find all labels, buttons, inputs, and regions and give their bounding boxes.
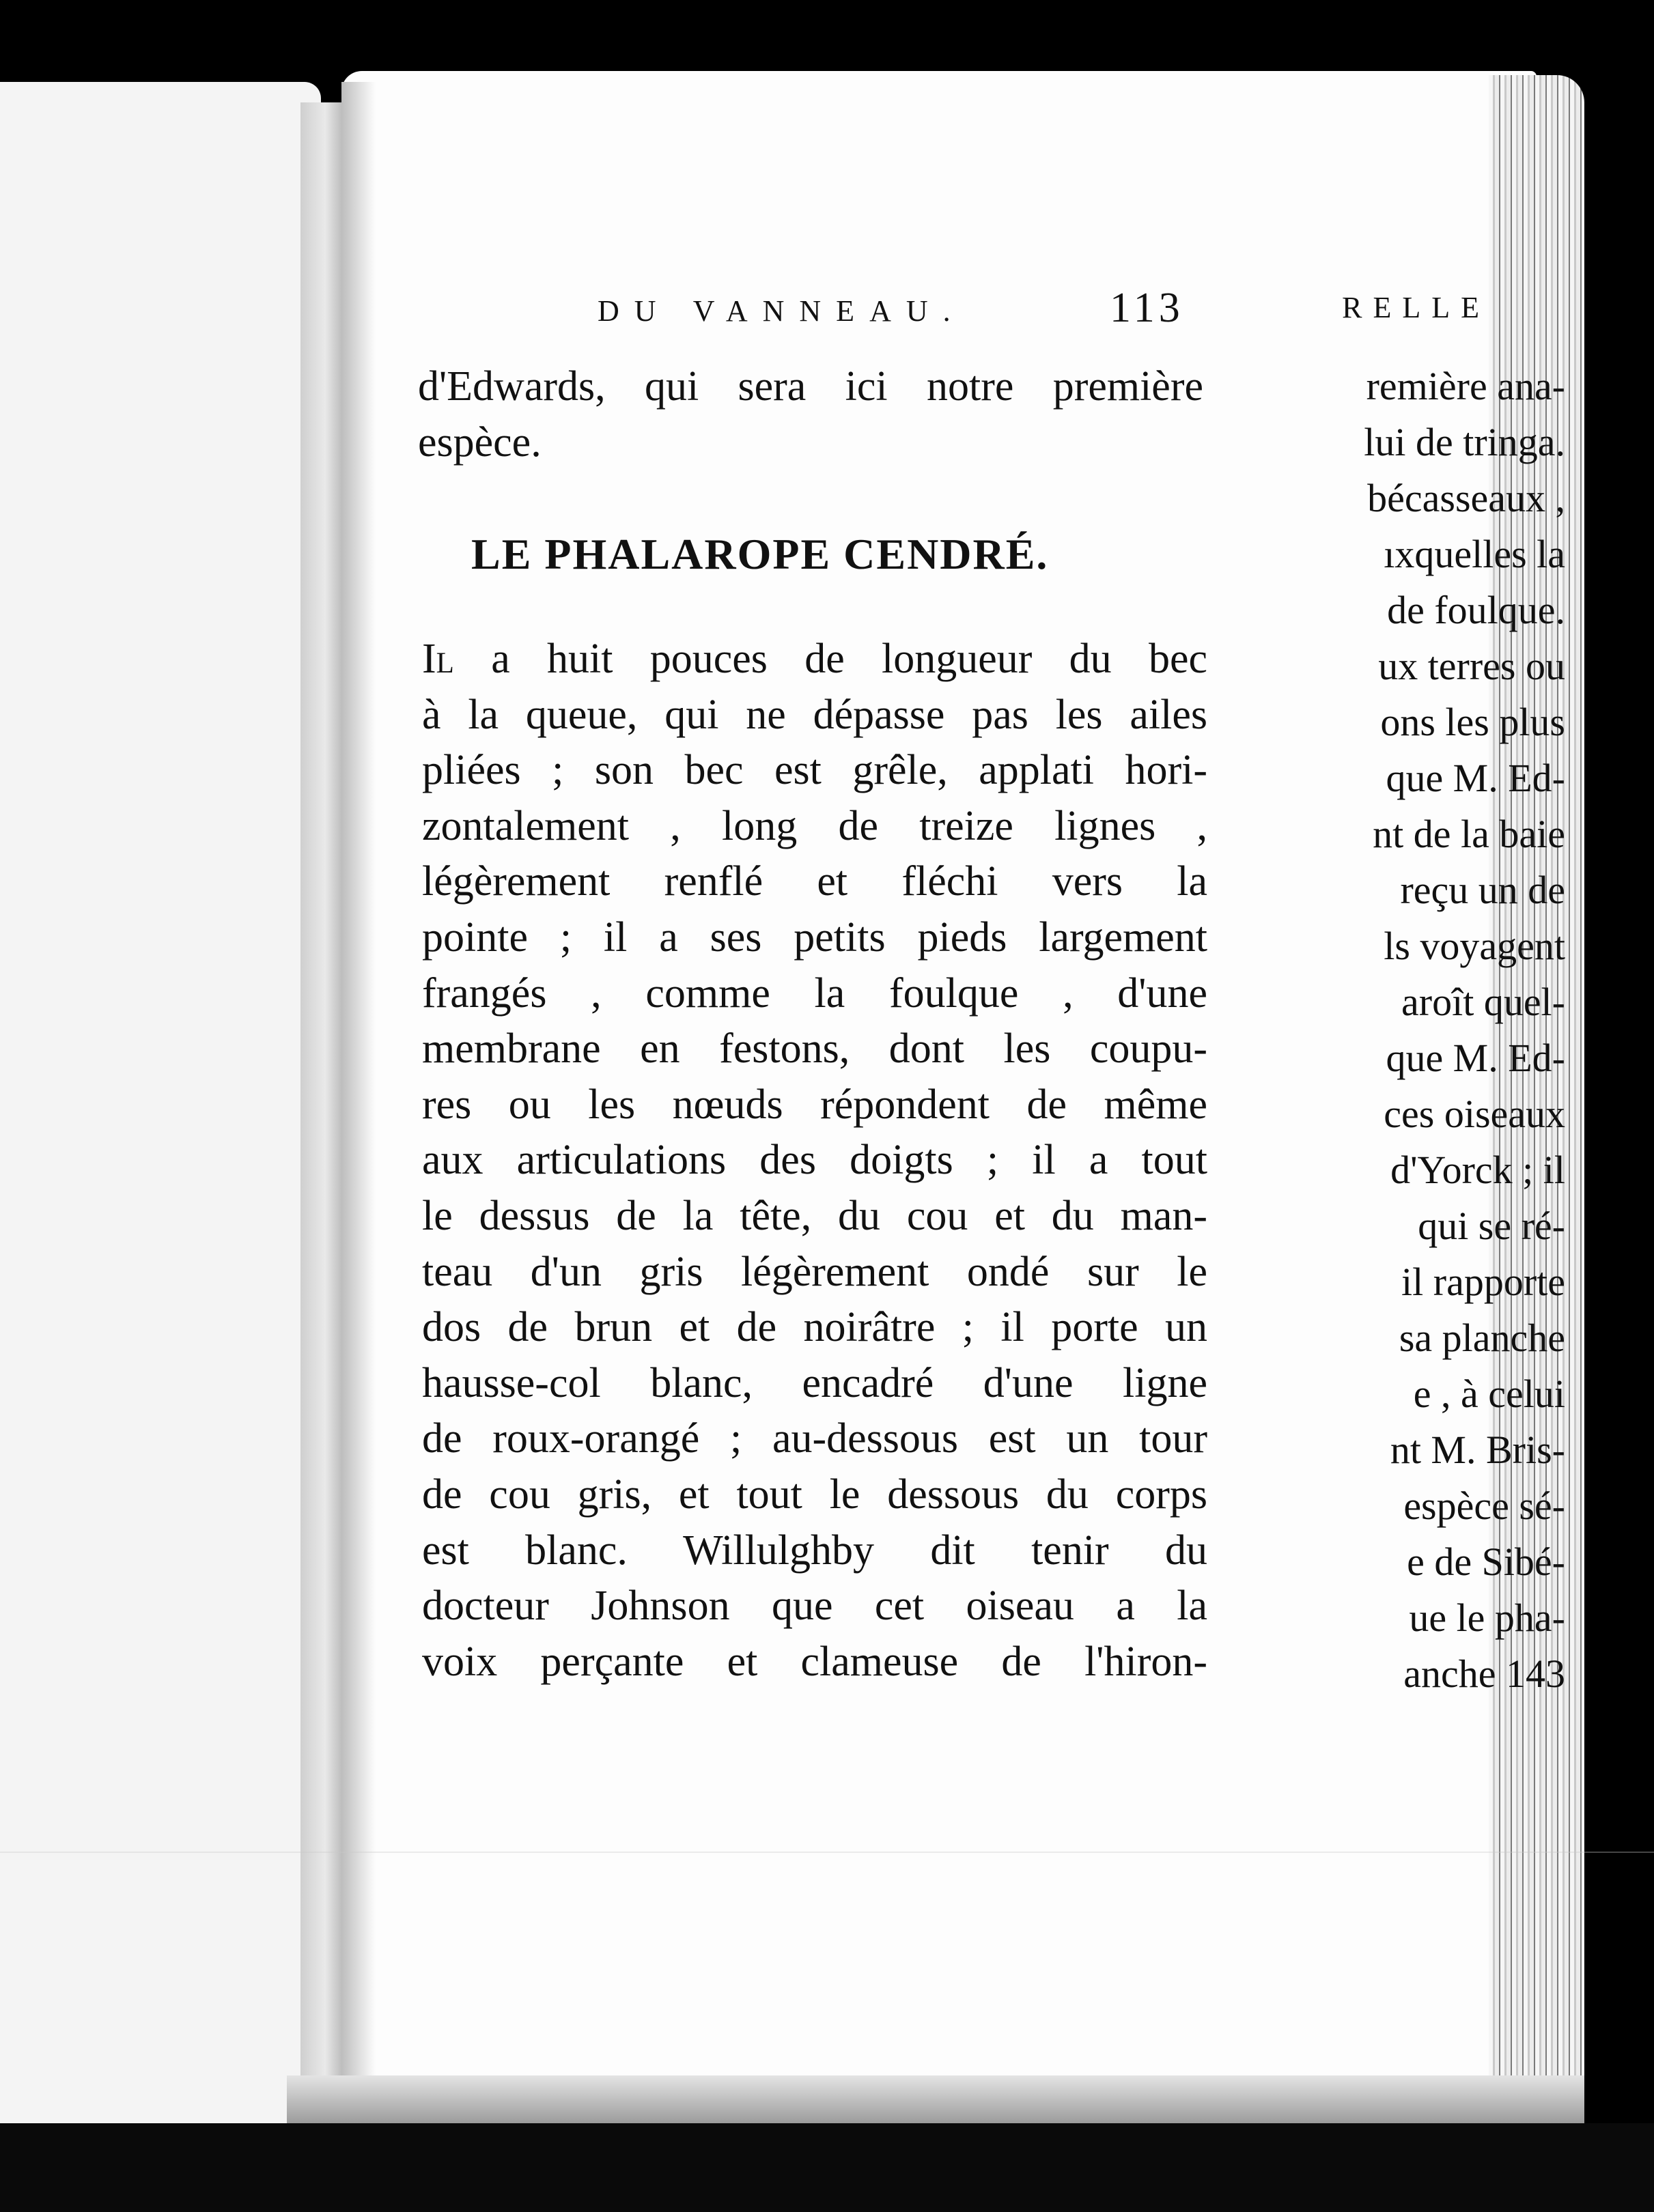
left-text-line: nt de la baie: [1373, 812, 1565, 856]
left-text-line: e de Sibé-: [1407, 1540, 1565, 1584]
text-line: est blanc. Willulghby dit tenir du: [422, 1527, 1207, 1574]
left-text-line: qui se ré-: [1418, 1204, 1565, 1248]
text-line: membrane en festons, dont les coupu-: [422, 1025, 1207, 1073]
left-text-line: e , à celui: [1413, 1372, 1565, 1416]
running-head: DU VANNEAU.: [598, 294, 966, 328]
text-line: pointe ; il a ses petits pieds largement: [422, 913, 1207, 961]
left-text-line: anche 143: [1403, 1651, 1565, 1696]
page-number: 113: [1110, 285, 1184, 331]
article-paragraph: [422, 632, 1207, 1690]
book-cover: [0, 2123, 1654, 2212]
left-text-line: que M. Ed-: [1386, 1036, 1565, 1080]
text-line: hausse-col blanc, encadré d'une ligne: [422, 1359, 1207, 1406]
bottom-page-edge: [287, 2075, 1584, 2123]
left-text-line: ıxquelles la: [1384, 532, 1565, 576]
section-title: LE PHALAROPE CENDRÉ.: [471, 530, 1049, 578]
left-text-line: reçu un de: [1400, 868, 1565, 912]
left-text-line: ue le pha-: [1409, 1596, 1565, 1640]
text-line-rest: a huit pouces de longueur du bec: [453, 636, 1207, 682]
left-text-line: ls voyagent: [1384, 924, 1565, 968]
right-gutter-shade: [341, 82, 376, 2103]
text-line: à la queue, qui ne dépasse pas les ailes: [422, 691, 1207, 738]
initial-word: Il: [422, 636, 454, 682]
left-page-text: [1364, 358, 1565, 1702]
left-text-line: espèce sé-: [1403, 1484, 1565, 1528]
intro-paragraph: [418, 358, 1203, 470]
left-text-line: sa planche: [1399, 1316, 1565, 1360]
left-page: [0, 82, 321, 2123]
text-line: aux articulations des doigts ; il a tout: [422, 1137, 1207, 1184]
left-text-line: bécasseaux ,: [1367, 476, 1565, 520]
left-text-line: lui de tringa.: [1364, 420, 1565, 464]
text-line: de cou gris, et tout le dessous du corps: [422, 1471, 1207, 1518]
text-line: [422, 632, 1207, 687]
left-text-line: d'Yorck ; il: [1390, 1148, 1565, 1192]
left-text-line: ons les plus: [1380, 700, 1565, 744]
left-text-line: aroît quel-: [1401, 980, 1565, 1024]
left-running-head: RELLE: [1342, 291, 1490, 324]
left-text-line: que M. Ed-: [1386, 756, 1565, 800]
left-text-line: de foulque.: [1387, 588, 1565, 632]
text-line: teau d'un gris légèrement ondé sur le: [422, 1248, 1207, 1295]
left-text-line: remière ana-: [1366, 364, 1565, 408]
text-line: de roux-orangé ; au-dessous est un tour: [422, 1415, 1207, 1462]
text-line: res ou les nœuds répondent de même: [422, 1081, 1207, 1128]
text-line: dos de brun et de noirâtre ; il porte un: [422, 1304, 1207, 1351]
left-text-line: ux terres ou: [1378, 644, 1565, 688]
text-line: espèce.: [418, 419, 542, 466]
text-line: le dessus de la tête, du cou et du man-: [422, 1192, 1207, 1239]
scan-artifact-line: [0, 1852, 1654, 1853]
left-text-line: nt M. Bris-: [1390, 1428, 1565, 1472]
left-text-line: ces oiseaux: [1384, 1092, 1565, 1136]
text-line: voix perçante et clameuse de l'hiron-: [422, 1638, 1207, 1685]
text-line: d'Edwards, qui sera ici notre première: [418, 363, 1203, 410]
text-line: zontalement , long de treize lignes ,: [422, 802, 1207, 849]
text-line: légèrement renflé et fléchi vers la: [422, 858, 1207, 905]
text-line: frangés , comme la foulque , d'une: [422, 969, 1207, 1017]
text-line: pliées ; son bec est grêle, applati hori-: [422, 747, 1207, 794]
text-line: docteur Johnson que cet oiseau a la: [422, 1583, 1207, 1630]
left-text-line: il rapporte: [1401, 1260, 1565, 1304]
